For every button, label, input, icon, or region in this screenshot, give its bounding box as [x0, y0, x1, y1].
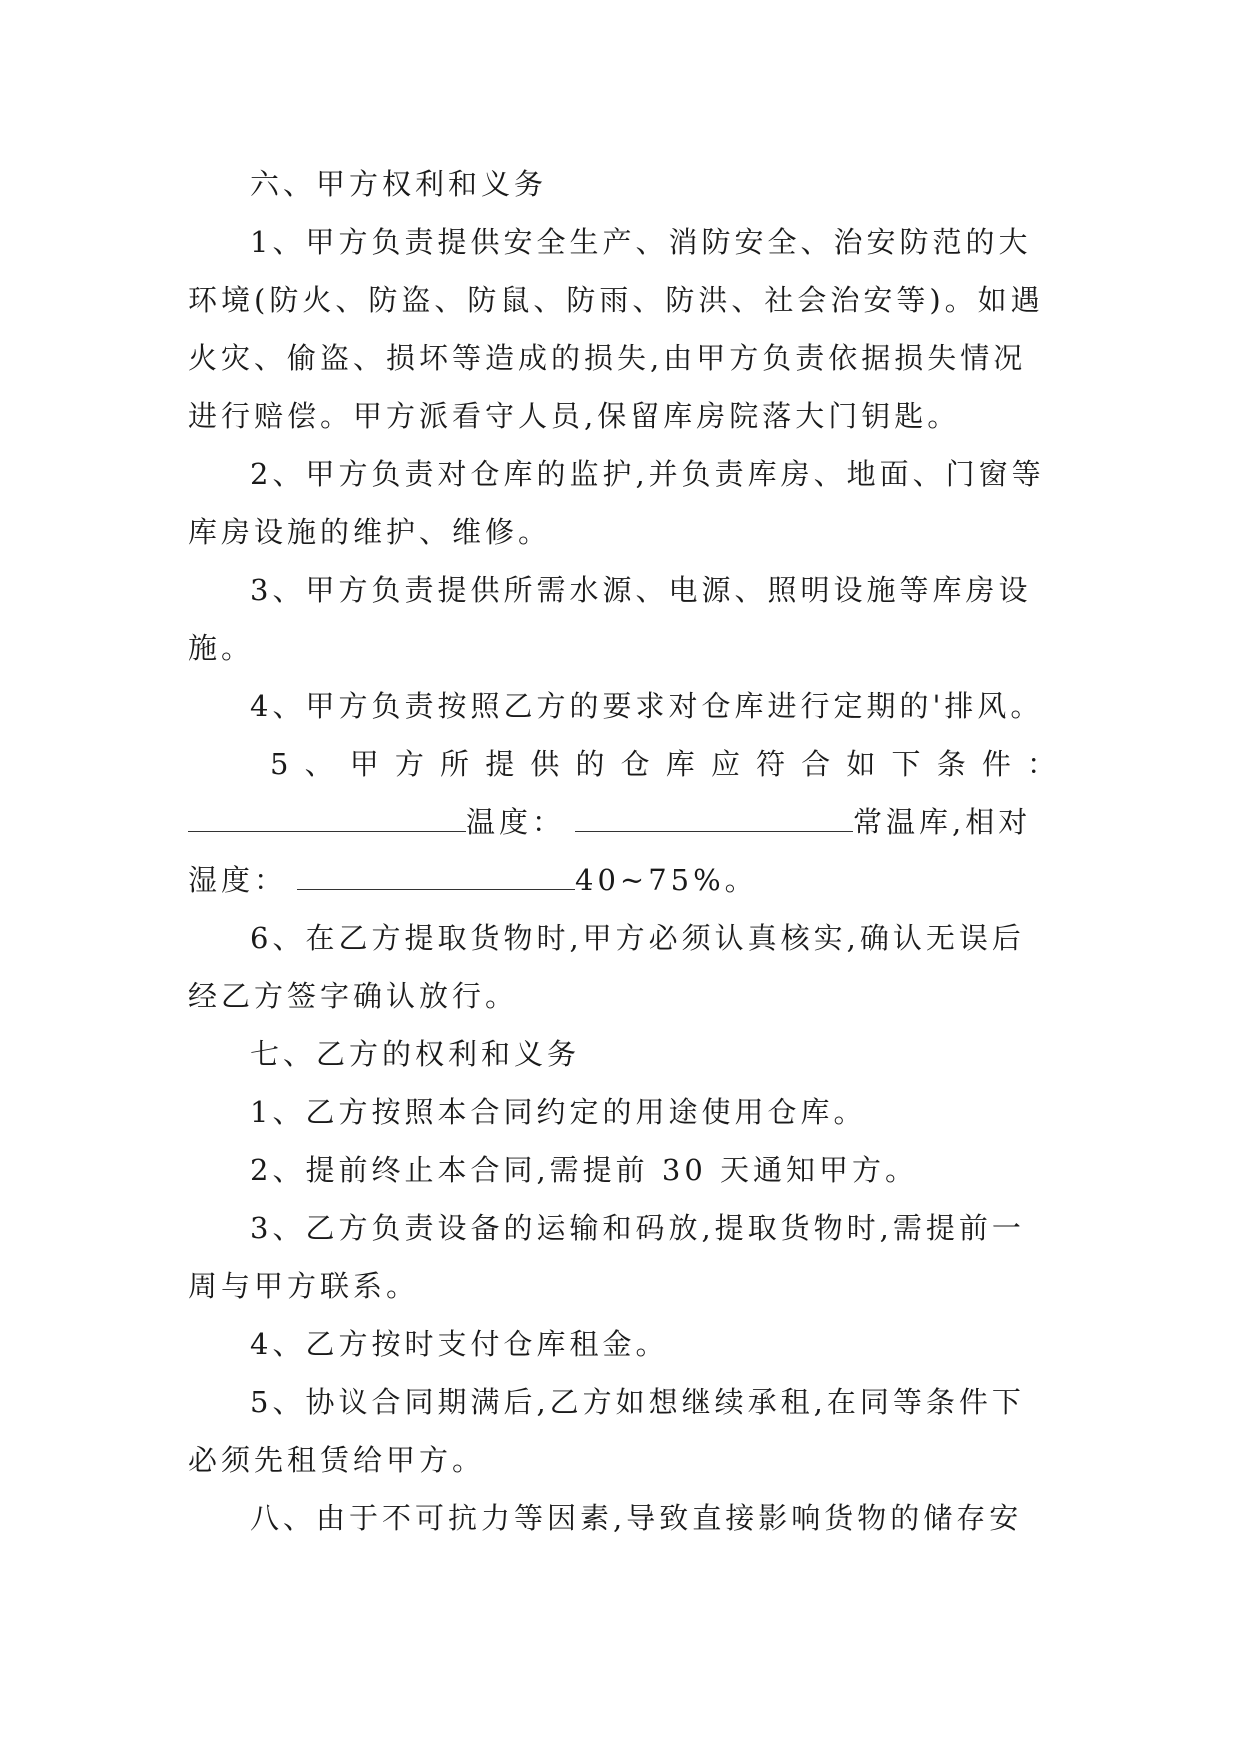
paragraph-line: 施。 — [188, 631, 255, 665]
paragraph-line: 1、甲方负责提供安全生产、消防安全、治安防范的大 — [250, 225, 1032, 259]
condition-line — [188, 851, 1056, 909]
paragraph-line: 必须先租赁给甲方。 — [188, 1443, 486, 1477]
paragraph-line: 1、乙方按照本合同约定的用途使用仓库。 — [250, 1095, 867, 1129]
paragraph-line: 2、甲方负责对仓库的监护,并负责库房、地面、门窗等 — [250, 457, 1045, 491]
blank-underline — [575, 807, 853, 832]
paragraph-line: 周与甲方联系。 — [188, 1269, 420, 1303]
paragraph-line: 进行赔偿。甲方派看守人员,保留库房院落大门钥匙。 — [188, 399, 961, 433]
temperature-label: 温度： — [466, 805, 566, 839]
paragraph-line: 4、乙方按时支付仓库租金。 — [250, 1327, 669, 1361]
section-heading: 八、由于不可抗力等因素,导致直接影响货物的储存安 — [250, 1501, 1023, 1535]
document-page — [188, 155, 1056, 1547]
paragraph-line: 6、在乙方提取货物时,甲方必须认真核实,确认无误后 — [250, 921, 1025, 955]
paragraph-line: 4、甲方负责按照乙方的要求对仓库进行定期的'排风。 — [250, 689, 1044, 723]
paragraph-line: 经乙方签字确认放行。 — [188, 979, 519, 1013]
paragraph-line: 3、甲方负责提供所需水源、电源、照明设施等库房设 — [250, 573, 1032, 607]
humidity-label: 湿度： — [188, 863, 288, 897]
blank-underline — [188, 807, 466, 832]
paragraph-line: 2、提前终止本合同,需提前 30 天通知甲方。 — [250, 1153, 919, 1187]
paragraph-line: 3、乙方负责设备的运输和码放,提取货物时,需提前一 — [250, 1211, 1025, 1245]
condition-text: 常温库,相对 — [853, 805, 1032, 839]
condition-line — [188, 793, 1056, 851]
blank-underline — [297, 865, 575, 890]
humidity-range: 40~75%。 — [575, 863, 758, 897]
section-heading: 七、乙方的权利和义务 — [250, 1037, 581, 1071]
section-heading: 六、甲方权利和义务 — [250, 167, 548, 201]
paragraph-line: 库房设施的维护、维修。 — [188, 515, 552, 549]
paragraph-line: 环境(防火、防盗、防鼠、防雨、防洪、社会治安等)。如遇 — [188, 283, 1044, 317]
paragraph-line: 火灾、偷盗、损坏等造成的损失,由甲方负责依据损失情况 — [188, 341, 1027, 375]
paragraph-line: 5、甲方所提供的仓库应符合如下条件： — [270, 747, 1056, 781]
paragraph-line: 5、协议合同期满后,乙方如想继续承租,在同等条件下 — [250, 1385, 1025, 1419]
